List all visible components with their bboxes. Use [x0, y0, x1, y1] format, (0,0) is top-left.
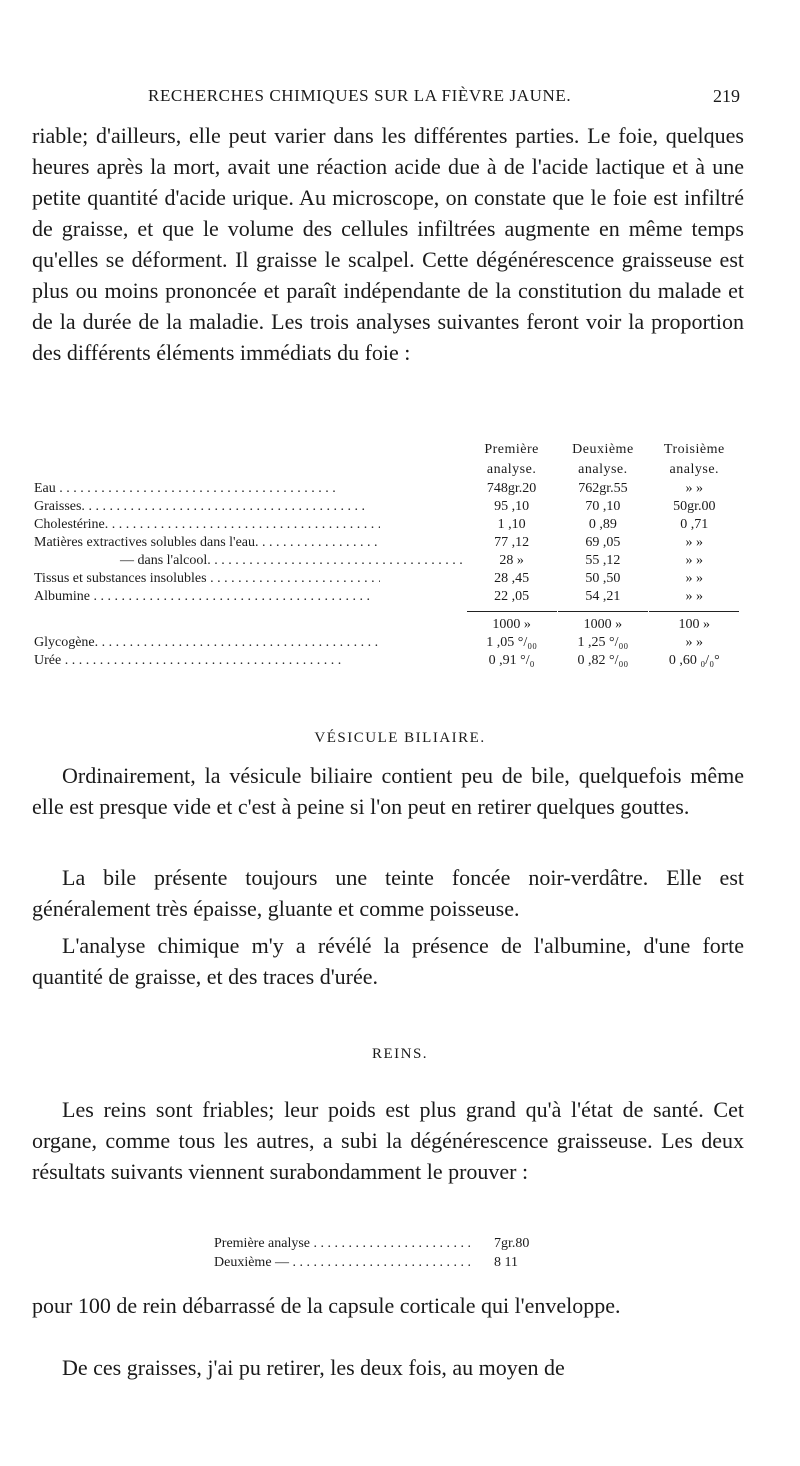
table-row	[214, 1234, 529, 1253]
table-row	[34, 570, 740, 588]
paragraph-reins-2: pour 100 de rein débarrassé de la capsule corticale qui l'enveloppe.	[32, 1293, 621, 1318]
cell-value: » »	[685, 535, 704, 550]
cell-value: 0 ,60 ₀/₀°	[668, 653, 720, 668]
row-label: Eau . . .	[34, 480, 380, 498]
col-subheader-second: analyse.	[578, 462, 628, 477]
table-row	[34, 634, 740, 652]
row-label: Matières extractives solubles dans l'eau. . . .	[34, 534, 380, 552]
cell-value: 8 11	[494, 1254, 518, 1270]
section-heading-reins: REINS.	[371, 1046, 429, 1062]
cell-value: 748gr.20	[486, 481, 537, 496]
table-header-row	[34, 460, 740, 480]
total-value: 1000 »	[467, 611, 557, 634]
row-label: Graisses. . . .	[34, 498, 380, 516]
cell-value: 55 ,12	[585, 553, 621, 568]
cell-value: 22 ,05	[494, 589, 530, 604]
cell-value: » »	[685, 481, 704, 496]
cell-value: » »	[685, 635, 704, 650]
col-subheader-first: analyse.	[486, 462, 537, 477]
cell-value: 0 ,71	[680, 517, 709, 532]
table-row	[34, 588, 740, 606]
paragraph-reins-1: Les reins sont friables; leur poids est plus grand qu'à l'état de santé. Cet organe, comme tous les autres, a subi la dégénérescence graisseuse. Les deux résultats suivants viennent surabondamment le prouver :	[32, 1097, 744, 1184]
cell-value: 70 ,10	[585, 499, 621, 514]
row-label: — dans l'alcool. . . .	[34, 552, 466, 570]
table-header-row	[34, 440, 740, 460]
paragraph-vesicule-2: La bile présente toujours une teinte foncée noir-verdâtre. Elle est généralement très épaisse, gluante et comme poisseuse.	[32, 865, 744, 921]
cell-value: 0 ,91 °/₀	[488, 653, 535, 668]
table-row	[34, 552, 740, 570]
table-row	[34, 498, 740, 516]
table-row	[34, 652, 740, 670]
paragraph-reins-3: De ces graisses, j'ai pu retirer, les deux fois, au moyen de	[62, 1355, 565, 1380]
cell-value: 1 ,10	[497, 517, 526, 532]
row-label: Glycogène. . . .	[34, 634, 380, 652]
cell-value: » »	[685, 589, 704, 604]
paragraph-vesicule-1: Ordinairement, la vésicule biliaire contient peu de bile, quelquefois même elle est presque vide et c'est à peine si l'on peut en retirer quelques gouttes.	[32, 763, 744, 819]
paragraph-liver: riable; d'ailleurs, elle peut varier dans les différentes parties. Le foie, quelques heures après la mort, avait une réaction acide due à de l'acide lactique et à une petite quantité d'acide urique. Au microscope, on constate que le foie est infiltré de graisse, et que le volume des cellules infiltrées augmente en même temps qu'elles se déforment. Il graisse le scalpel. Cette dégénérescence graisseuse est plus ou moins prononcée et paraît indépendante de la constitution du malade et de la durée de la maladie. Les trois analyses suivantes feront voir la proportion des différents éléments immédiats du foie :	[32, 123, 744, 365]
page-header	[36, 86, 740, 110]
cell-value: 69 ,05	[585, 535, 621, 550]
table-row	[34, 534, 740, 552]
running-title: RECHERCHES CHIMIQUES SUR LA FIÈVRE JAUNE.	[148, 86, 572, 105]
row-label: Première analyse . . .	[214, 1236, 470, 1252]
cell-value: 95 ,10	[494, 499, 530, 514]
cell-value: 7gr.80	[494, 1235, 530, 1251]
total-value: 100 »	[649, 611, 739, 634]
cell-value: 28 ,45	[494, 571, 530, 586]
table-row	[34, 516, 740, 534]
cell-value: 54 ,21	[585, 589, 621, 604]
col-header-second: Deuxième	[572, 442, 634, 457]
cell-value: 0 ,82 °/₀₀	[577, 653, 629, 668]
cell-value: 50 ,50	[585, 571, 621, 586]
row-label: Deuxième — . . .	[214, 1255, 470, 1271]
cell-value: » »	[685, 553, 704, 568]
kidney-analysis-table	[214, 1234, 529, 1272]
cell-value: 1 ,25 °/₀₀	[577, 635, 629, 650]
cell-value: 762gr.55	[578, 481, 628, 496]
cell-value: 77 ,12	[494, 535, 530, 550]
col-header-first: Première	[484, 442, 539, 457]
table-total-row	[34, 606, 740, 634]
col-header-third: Troisième	[663, 442, 725, 457]
cell-value: 50gr.00	[673, 499, 716, 514]
paragraph-vesicule-3: L'analyse chimique m'y a révélé la présence de l'albumine, d'une forte quantité de graisse, et des traces d'urée.	[32, 933, 744, 989]
table-row	[214, 1253, 529, 1272]
liver-analysis-table	[34, 440, 740, 670]
table-row	[34, 480, 740, 498]
cell-value: 0 ,89	[588, 517, 617, 532]
page-number: 219	[713, 86, 740, 106]
row-label: Cholestérine. . . .	[34, 516, 380, 534]
total-value: 1000 »	[558, 611, 648, 634]
row-label: Tissus et substances insolubles . . .	[34, 570, 380, 588]
section-heading-vesicule: VÉSICULE BILIAIRE.	[314, 730, 486, 746]
cell-value: 1 ,05 °/₀₀	[486, 635, 537, 650]
cell-value: 28 »	[499, 553, 524, 568]
cell-value: » »	[685, 571, 704, 586]
col-subheader-third: analyse.	[669, 462, 720, 477]
row-label: Albumine . . .	[34, 588, 380, 606]
row-label: Urée . . .	[34, 652, 380, 670]
